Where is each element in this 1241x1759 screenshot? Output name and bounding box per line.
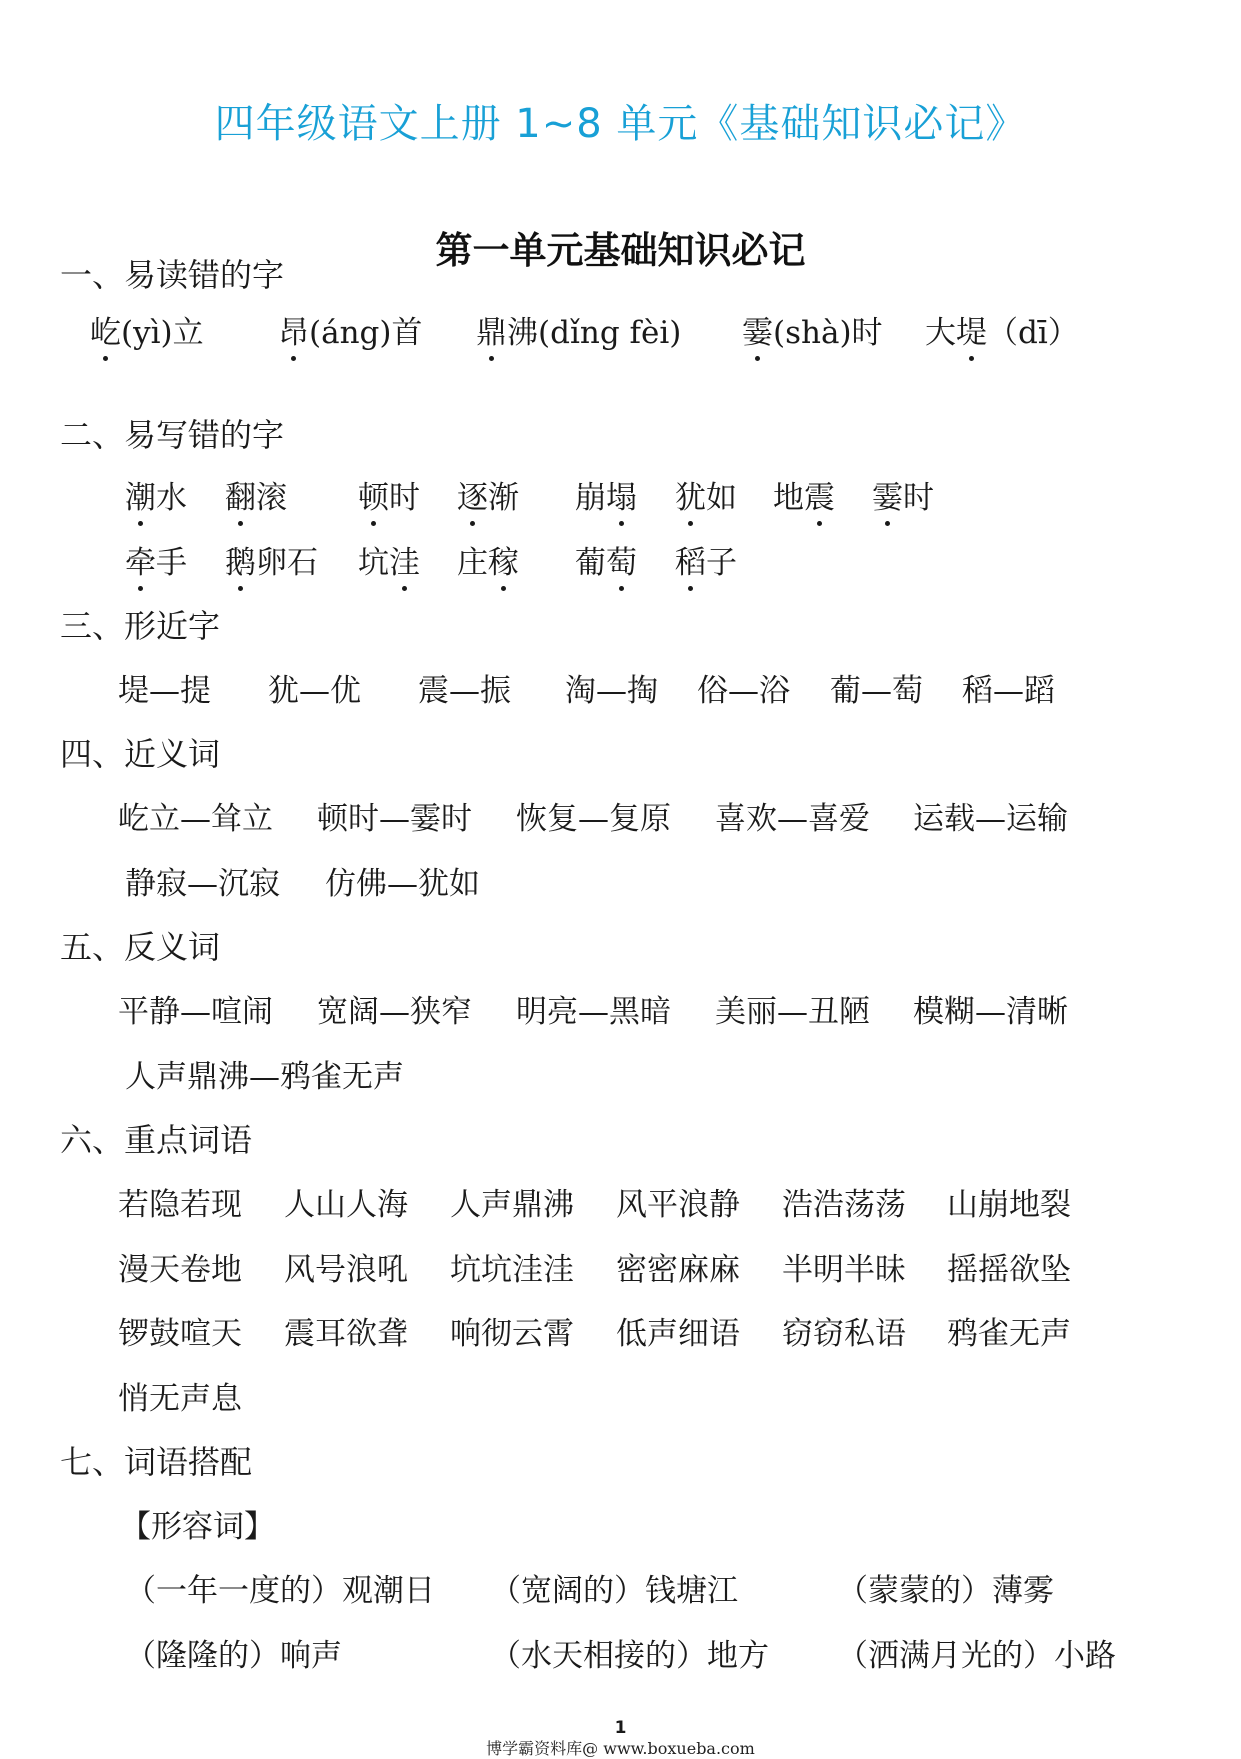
synonym-pair: 仿佛—犹如 <box>325 866 480 902</box>
similar-pair: 葡—萄 <box>830 673 923 709</box>
synonym-pair: 顿时—霎时 <box>317 801 472 837</box>
misread-item: 昂(áng)首 <box>278 307 422 352</box>
miswritten-item: 坑洼 <box>358 537 420 582</box>
similar-pair: 堤—提 <box>118 673 211 709</box>
section-heading-miswritten: 二、易写错的字 <box>60 416 285 454</box>
miswritten-item: 霎时 <box>872 472 934 517</box>
misread-item: 鼎沸(dǐng fèi) <box>476 307 681 352</box>
document-title: 四年级语文上册 1~8 单元《基础知识必记》 <box>214 101 1027 147</box>
key-word: 震耳欲聋 <box>284 1316 408 1352</box>
similar-pair: 俗—浴 <box>697 673 790 709</box>
key-word: 摇摇欲坠 <box>947 1252 1071 1288</box>
collocation: （宽阔的）钱塘江 <box>490 1573 738 1609</box>
miswritten-item: 牵手 <box>125 537 187 582</box>
key-word: 响彻云霄 <box>450 1316 574 1352</box>
miswritten-item: 潮水 <box>125 472 187 517</box>
collocation: （洒满月光的）小路 <box>837 1638 1116 1674</box>
key-word: 半明半昧 <box>782 1252 906 1288</box>
key-word: 人声鼎沸 <box>450 1187 574 1223</box>
antonym-pair: 明亮—黑暗 <box>516 994 671 1030</box>
synonym-pair: 喜欢—喜爱 <box>715 801 870 837</box>
synonym-pair: 运载—运输 <box>913 801 1068 837</box>
miswritten-item: 葡萄 <box>575 537 637 582</box>
synonym-pair: 恢复—复原 <box>516 801 671 837</box>
miswritten-item: 地震 <box>773 472 835 517</box>
section-heading-misread: 一、易读错的字 <box>60 256 285 294</box>
section-heading-key-words: 六、重点词语 <box>60 1121 253 1159</box>
antonym-pair: 模糊—清晰 <box>913 994 1068 1030</box>
key-word: 山崩地裂 <box>947 1187 1071 1223</box>
key-word: 浩浩荡荡 <box>782 1187 906 1223</box>
watermark: 博学霸资料库@ www.boxueba.com <box>486 1739 755 1758</box>
synonym-pair: 屹立—耸立 <box>118 801 273 837</box>
key-word: 悄无声息 <box>118 1381 242 1417</box>
misread-item: 霎(shà)时 <box>742 307 883 352</box>
key-word: 锣鼓喧天 <box>118 1316 242 1352</box>
key-word: 若隐若现 <box>118 1187 242 1223</box>
collocation: （水天相接的）地方 <box>490 1638 769 1674</box>
section-heading-collocations: 七、词语搭配 <box>60 1443 253 1481</box>
similar-pair: 淘—掏 <box>565 673 658 709</box>
similar-pair: 犹—优 <box>268 673 361 709</box>
miswritten-item: 犹如 <box>675 472 737 517</box>
miswritten-item: 逐渐 <box>457 472 519 517</box>
key-word: 窃窃私语 <box>782 1316 906 1352</box>
section-heading-antonyms: 五、反义词 <box>60 928 221 966</box>
miswritten-item: 顿时 <box>358 472 420 517</box>
similar-pair: 稻—蹈 <box>962 673 1055 709</box>
collocation: （蒙蒙的）薄雾 <box>837 1573 1054 1609</box>
section-heading-synonyms: 四、近义词 <box>60 735 221 773</box>
key-word: 坑坑洼洼 <box>450 1252 574 1288</box>
antonym-pair: 平静—喧闹 <box>118 994 273 1030</box>
key-word: 人山人海 <box>284 1187 408 1223</box>
miswritten-item: 庄稼 <box>457 537 519 582</box>
key-word: 鸦雀无声 <box>947 1316 1071 1352</box>
similar-pair: 震—振 <box>418 673 511 709</box>
miswritten-item: 稻子 <box>675 537 737 582</box>
key-word: 风平浪静 <box>616 1187 740 1223</box>
unit-title: 第一单元基础知识必记 <box>435 228 806 272</box>
miswritten-item: 翻滚 <box>225 472 287 517</box>
miswritten-item: 崩塌 <box>575 472 637 517</box>
misread-item: 屹(yì)立 <box>90 307 204 352</box>
collocation: （一年一度的）观潮日 <box>125 1573 435 1609</box>
collocation: （隆隆的）响声 <box>125 1638 342 1674</box>
antonym-pair: 人声鼎沸—鸦雀无声 <box>125 1059 404 1095</box>
adjective-subheading: 【形容词】 <box>120 1509 275 1545</box>
key-word: 密密麻麻 <box>616 1252 740 1288</box>
miswritten-item: 鹅卵石 <box>225 537 318 582</box>
antonym-pair: 美丽—丑陋 <box>715 994 870 1030</box>
section-heading-similar-chars: 三、形近字 <box>60 607 221 645</box>
key-word: 低声细语 <box>616 1316 740 1352</box>
page-number: 1 <box>614 1718 627 1738</box>
key-word: 风号浪吼 <box>284 1252 408 1288</box>
antonym-pair: 宽阔—狭窄 <box>317 994 472 1030</box>
misread-item: 大堤（dī） <box>925 307 1079 352</box>
key-word: 漫天卷地 <box>118 1252 242 1288</box>
synonym-pair: 静寂—沉寂 <box>125 866 280 902</box>
